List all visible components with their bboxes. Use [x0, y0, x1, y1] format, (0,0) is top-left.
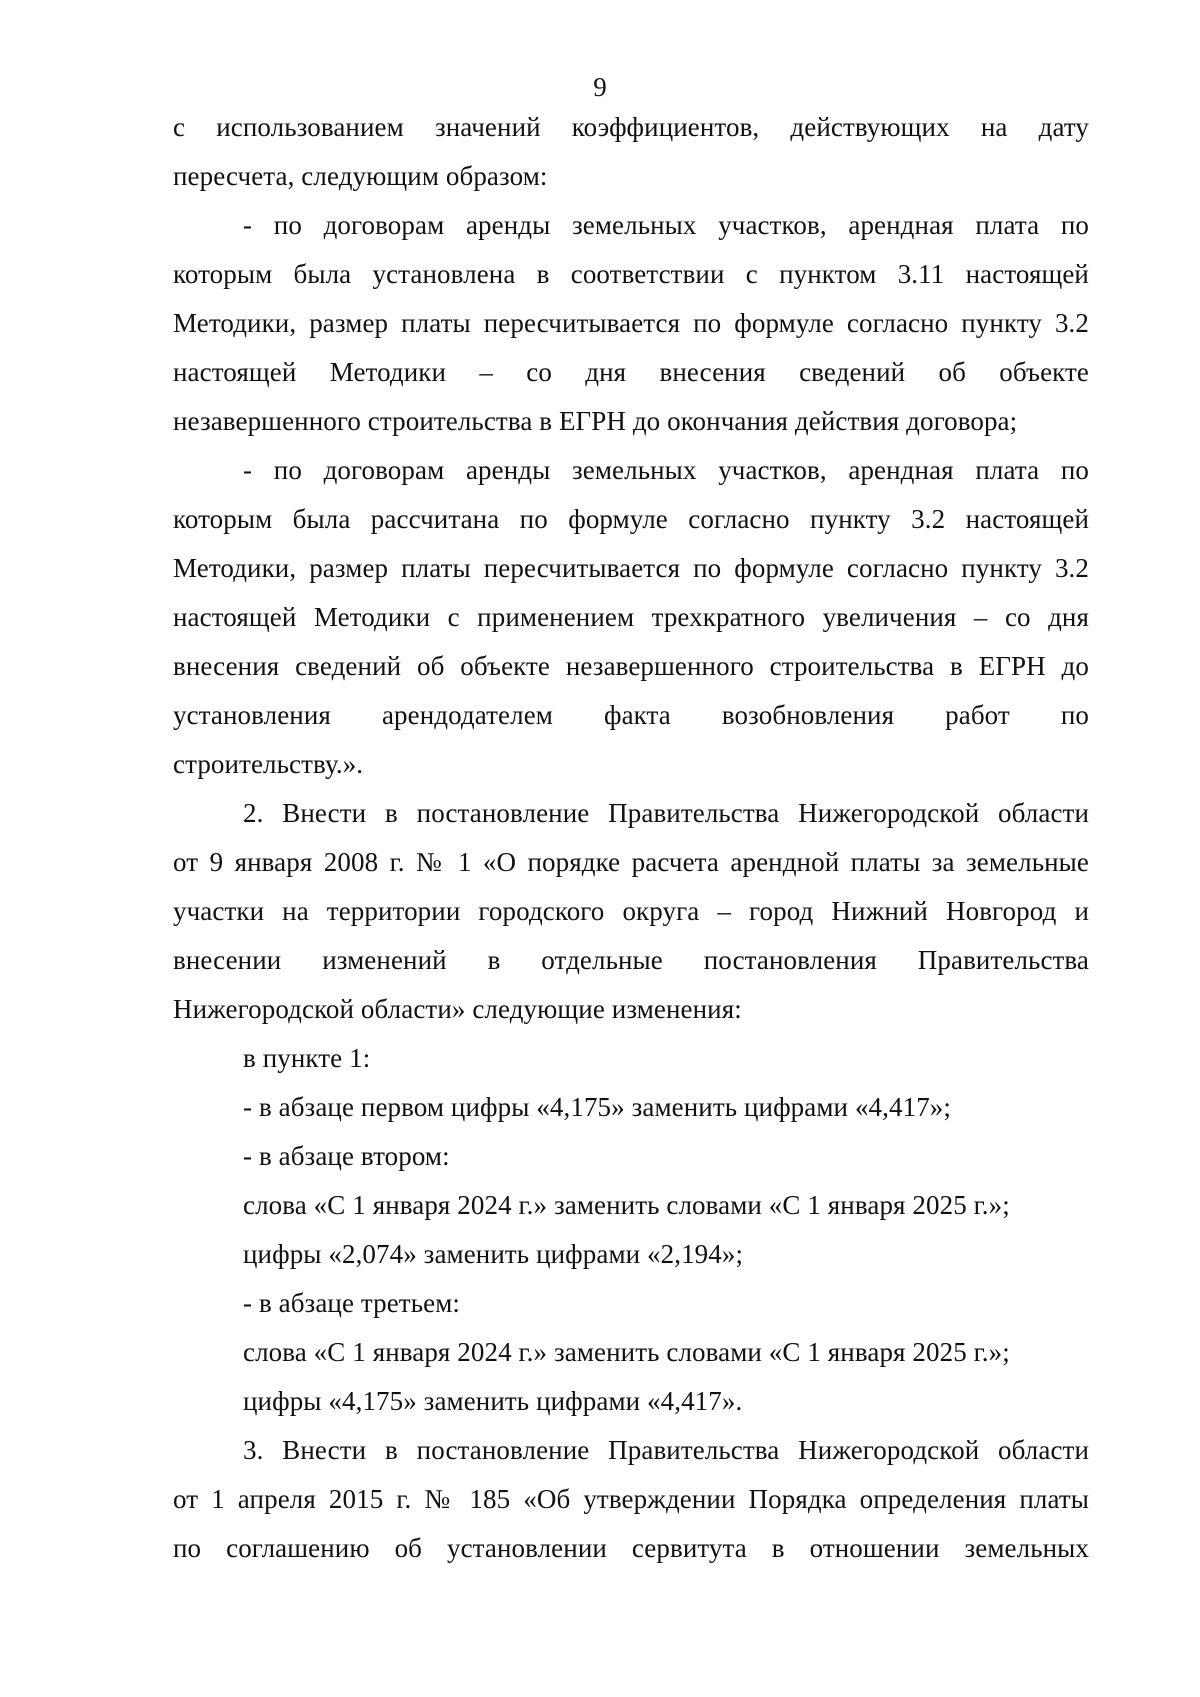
text-line: установления арендодателем факта возобновления работ по — [173, 700, 1089, 730]
page-number: 9 — [593, 72, 607, 102]
text-line: по соглашению об установлении сервитута в отношении земельных — [173, 1533, 1089, 1563]
text-line: Методики, размер платы пересчитывается по формуле согласно пункту 3.2 — [173, 308, 1089, 338]
text-line: от 9 января 2008 г. № 1 «О порядке расчета арендной платы за земельные — [173, 847, 1089, 877]
text-line: внесении изменений в отдельные постановления Правительства — [173, 945, 1089, 975]
text-line: строительству.». — [173, 749, 364, 779]
text-line: внесения сведений об объекте незавершенного строительства в ЕГРН до — [173, 651, 1089, 681]
text-line: пересчета, следующим образом: — [173, 161, 548, 191]
text-line: Нижегородской области» следующие изменения: — [173, 994, 742, 1024]
text-line: - в абзаце первом цифры «4,175» заменить цифрами «4,417»; — [243, 1092, 951, 1122]
text-line: 3. Внести в постановление Правительства Нижегородской области — [243, 1435, 1089, 1465]
text-line: слова «С 1 января 2024 г.» заменить словами «С 1 января 2025 г.»; — [243, 1337, 1010, 1367]
text-line: в пункте 1: — [243, 1043, 371, 1073]
text-line: которым была рассчитана по формуле согласно пункту 3.2 настоящей — [173, 504, 1089, 534]
text-line: настоящей Методики – со дня внесения сведений об объекте — [173, 357, 1089, 387]
text-line: - по договорам аренды земельных участков, арендная плата по — [243, 455, 1089, 485]
text-line: - по договорам аренды земельных участков, арендная плата по — [243, 210, 1089, 240]
text-line: - в абзаце третьем: — [243, 1288, 460, 1318]
text-line: цифры «4,175» заменить цифрами «4,417». — [243, 1386, 743, 1416]
text-line: от 1 апреля 2015 г. № 185 «Об утверждении Порядка определения платы — [173, 1484, 1089, 1514]
text-line: слова «С 1 января 2024 г.» заменить словами «С 1 января 2025 г.»; — [243, 1190, 1010, 1220]
text-line: - в абзаце втором: — [243, 1141, 450, 1171]
text-line: 2. Внести в постановление Правительства Нижегородской области — [243, 798, 1089, 828]
document-body — [173, 103, 1089, 1573]
text-line: которым была установлена в соответствии с пунктом 3.11 настоящей — [173, 259, 1089, 289]
text-line: Методики, размер платы пересчитывается по формуле согласно пункту 3.2 — [173, 553, 1089, 583]
text-line: настоящей Методики с применением трехкратного увеличения – со дня — [173, 602, 1089, 632]
text-line: участки на территории городского округа – город Нижний Новгород и — [173, 896, 1089, 926]
text-line: незавершенного строительства в ЕГРН до окончания действия договора; — [173, 406, 1018, 436]
text-line: с использованием значений коэффициентов, действующих на дату — [173, 112, 1089, 142]
text-line: цифры «2,074» заменить цифрами «2,194»; — [243, 1239, 744, 1269]
